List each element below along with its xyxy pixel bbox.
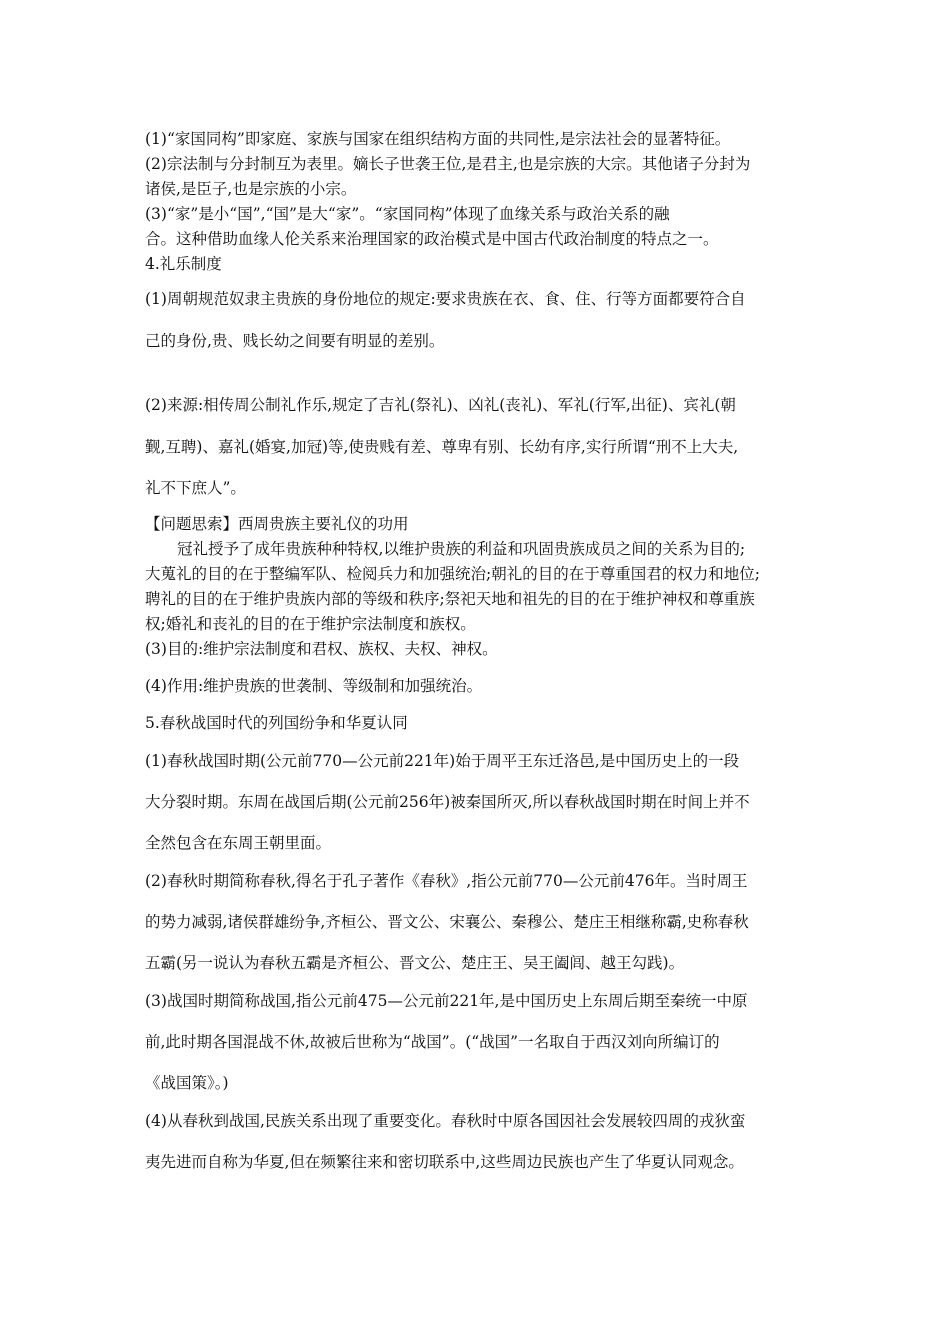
text-line: 觐,互聘)、嘉礼(婚宴,加冠)等,使贵贱有差、尊卑有别、长幼有序,实行所谓“刑不上大夫, <box>145 438 739 456</box>
box-heading: 【问题思索】西周贵族主要礼仪的功用 <box>145 515 409 533</box>
text-line: (2)春秋时期简称春秋,得名于孔子著作《春秋》,指公元前770—公元前476年。当时周王 <box>145 872 748 890</box>
text-line: 冠礼授予了成年贵族种种特权,以维护贵族的利益和巩固贵族成员之间的关系为目的; <box>177 540 746 558</box>
text-line: (4)从春秋到战国,民族关系出现了重要变化。春秋时中原各国因社会发展较四周的戎狄蛮 <box>145 1112 746 1130</box>
text-line: (3)战国时期简称战国,指公元前475—公元前221年,是中国历史上东周后期至秦统一中原 <box>145 992 748 1010</box>
text-line: 的势力减弱,诸侯群雄纷争,齐桓公、晋文公、宋襄公、秦穆公、楚庄王相继称霸,史称春秋 <box>145 913 749 931</box>
text-line: 五霸(另一说认为春秋五霸是齐桓公、晋文公、楚庄王、吴王阖闾、越王勾践)。 <box>145 954 685 972</box>
text-line: (1)春秋战国时期(公元前770—公元前221年)始于周平王东迁洛邑,是中国历史上的一段 <box>145 752 740 770</box>
text-line: (1)周朝规范奴隶主贵族的身份地位的规定:要求贵族在衣、食、住、行等方面都要符合自 <box>145 290 746 308</box>
text-line: 前,此时期各国混战不休,故被后世称为“战国”。(“战国”一名取自于西汉刘向所编订的 <box>145 1033 720 1051</box>
text-line: 礼不下庶人”。 <box>145 479 246 497</box>
text-line: (1)“家国同构”即家庭、家族与国家在组织结构方面的共同性,是宗法社会的显著特征。 <box>145 130 731 148</box>
section-heading: 5.春秋战国时代的列国纷争和华夏认同 <box>145 714 408 732</box>
text-line: 合。这种借助血缘人伦关系来治理国家的政治模式是中国古代政治制度的特点之一。 <box>145 230 719 248</box>
text-line: 夷先进而自称为华夏,但在频繁往来和密切联系中,这些周边民族也产生了华夏认同观念。 <box>145 1153 744 1171</box>
text-line: (3)目的:维护宗法制度和君权、族权、夫权、神权。 <box>145 640 498 658</box>
text-line: 大分裂时期。东周在战国后期(公元前256年)被秦国所灭,所以春秋战国时期在时间上并不 <box>145 793 750 811</box>
text-line: (3)“家”是小“国”,“国”是大“家”。“家国同构”体现了血缘关系与政治关系的融 <box>145 205 670 223</box>
text-line: 《战国策》。) <box>145 1074 229 1092</box>
section-heading: 4.礼乐制度 <box>145 255 222 273</box>
text-line: 权;婚礼和丧礼的目的在于维护宗法制度和族权。 <box>145 615 476 633</box>
text-line: 聘礼的目的在于维护贵族内部的等级和秩序;祭祀天地和祖先的目的在于维护神权和尊重族 <box>145 590 755 608</box>
text-line: (2)来源:相传周公制礼作乐,规定了吉礼(祭礼)、凶礼(丧礼)、军礼(行军,出征)、宾礼(朝 <box>145 396 736 414</box>
text-line: (2)宗法制与分封制互为表里。嫡长子世袭王位,是君主,也是宗族的大宗。其他诸子分封为 <box>145 155 751 173</box>
text-line: (4)作用:维护贵族的世袭制、等级制和加强统治。 <box>145 677 483 695</box>
text-line: 己的身份,贵、贱长幼之间要有明显的差别。 <box>145 332 445 350</box>
text-line: 诸侯,是臣子,也是宗族的小宗。 <box>145 180 357 198</box>
text-line: 全然包含在东周王朝里面。 <box>145 834 332 852</box>
text-line: 大蒐礼的目的在于整编军队、检阅兵力和加强统治;朝礼的目的在于尊重国君的权力和地位; <box>145 565 760 583</box>
